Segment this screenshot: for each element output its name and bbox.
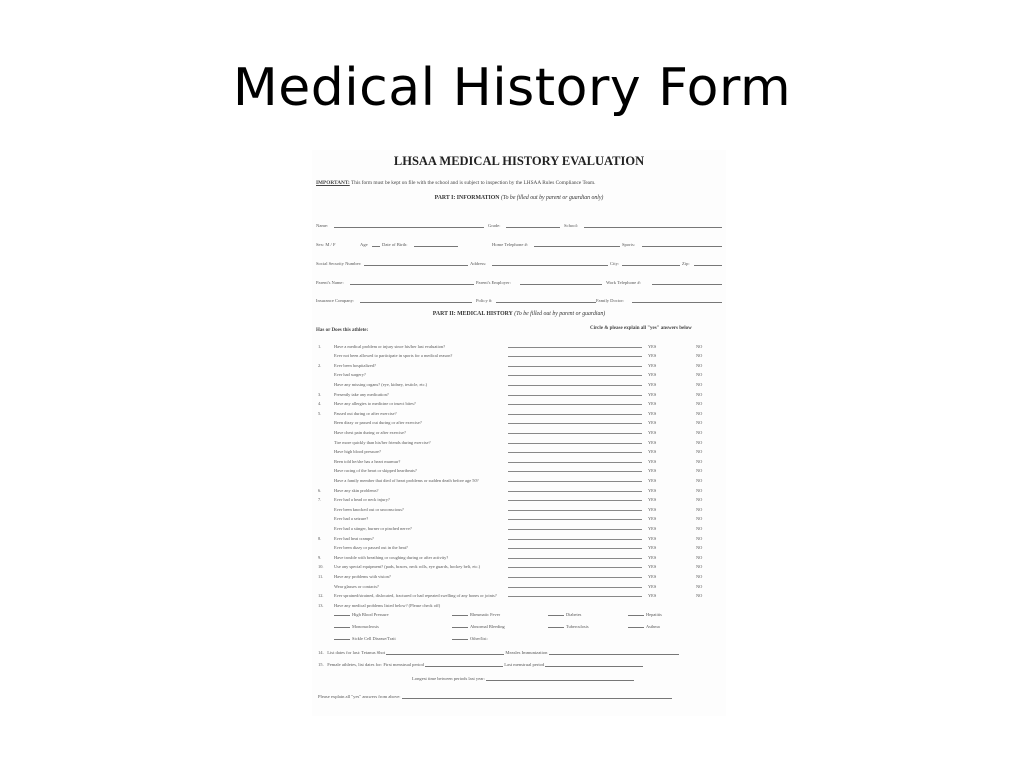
yes-option[interactable]: YES xyxy=(648,506,657,512)
part1-label: PART I: INFORMATION xyxy=(434,195,500,201)
question-row xyxy=(318,340,718,350)
question-text: Ever had a head or neck injury? xyxy=(334,497,390,503)
q14-num: 14. xyxy=(318,650,324,655)
yes-option[interactable]: YES xyxy=(648,381,657,387)
no-option[interactable]: NO xyxy=(696,573,703,579)
question-text: Ever sprained/strained, dislocated, fractured or had repeated swelling of any bones or joints? xyxy=(334,593,497,599)
condition-label: Diabetes xyxy=(566,612,582,617)
yes-option[interactable]: YES xyxy=(648,487,657,493)
question-row xyxy=(318,522,718,532)
condition-item[interactable] xyxy=(452,636,488,645)
question-row xyxy=(318,465,718,475)
question-row xyxy=(318,455,718,465)
yes-option[interactable]: YES xyxy=(648,468,657,474)
question-text: Wear glasses or contacts? xyxy=(334,583,379,589)
yes-option[interactable]: YES xyxy=(648,362,657,368)
question-text: Ever had a stinger, burner or pinched nerve? xyxy=(334,525,412,531)
yes-option[interactable]: YES xyxy=(648,477,657,483)
question-text: Ever had heat cramps? xyxy=(334,535,374,541)
question-row xyxy=(318,503,718,513)
insurance-label: Insurance Company: xyxy=(316,298,355,303)
yes-option[interactable]: YES xyxy=(648,401,657,407)
question-number: 4. xyxy=(318,401,322,407)
no-option[interactable]: NO xyxy=(696,516,703,522)
question-text: Ever been dizzy or passed out in the heat? xyxy=(334,545,408,551)
explain-label: Please explain all "yes" answers from above: xyxy=(318,694,401,699)
yes-option[interactable]: YES xyxy=(648,516,657,522)
question-row xyxy=(318,542,718,552)
no-option[interactable]: NO xyxy=(696,564,703,570)
yes-option[interactable]: YES xyxy=(648,439,657,445)
condition-label: Mononucleosis xyxy=(352,624,379,629)
question-text: Presently take any medication? xyxy=(334,391,389,397)
yes-option[interactable]: YES xyxy=(648,372,657,378)
question-row xyxy=(318,570,718,580)
yes-option[interactable]: YES xyxy=(648,449,657,455)
condition-item[interactable] xyxy=(334,624,379,633)
question-row xyxy=(318,359,718,369)
yes-option[interactable]: YES xyxy=(648,573,657,579)
sports-label: Sports: xyxy=(622,242,636,247)
circle-note: Circle & please explain all "yes" answers below xyxy=(590,326,692,331)
yes-option[interactable]: YES xyxy=(648,429,657,435)
no-option[interactable]: NO xyxy=(696,410,703,416)
question-row xyxy=(318,378,718,388)
family-doctor-label: Family Doctor: xyxy=(596,298,625,303)
no-option[interactable]: NO xyxy=(696,381,703,387)
no-option[interactable]: NO xyxy=(696,593,703,599)
address-label: Address: xyxy=(470,261,487,266)
question-13 xyxy=(318,599,718,609)
part2-heading xyxy=(312,311,726,317)
question-row xyxy=(318,513,718,523)
explain-row xyxy=(318,694,672,703)
condition-item[interactable] xyxy=(548,612,581,621)
question-text: Have any allergies to medicine or insect bites? xyxy=(334,401,416,407)
no-option[interactable]: NO xyxy=(696,353,703,359)
important-text: This form must be kept on file with the school and is subject to inspection by the LHSAA Rules Compliance Team. xyxy=(350,180,596,186)
no-option[interactable]: NO xyxy=(696,535,703,541)
question-text: Have high blood pressure? xyxy=(334,449,381,455)
school-label: School: xyxy=(564,223,579,228)
question-text: Tire more quickly than his/her friends during exercise? xyxy=(334,439,431,445)
question-row xyxy=(318,417,718,427)
no-option[interactable]: NO xyxy=(696,449,703,455)
question-text: Have any skin problems? xyxy=(334,487,379,493)
question-row xyxy=(318,398,718,408)
important-note xyxy=(316,180,722,186)
q15-num: 15. xyxy=(318,662,324,667)
question-row xyxy=(318,388,718,398)
question-number: 12. xyxy=(318,593,324,599)
question-text: Ever been hospitalized? xyxy=(334,362,376,368)
age-label: Age xyxy=(360,242,368,247)
info-row xyxy=(316,277,726,286)
part2-note: (To be filled out by parent or guardian) xyxy=(514,311,606,317)
condition-label: Sickle Cell Disease/Trait xyxy=(352,636,396,641)
home-phone-label: Home Telephone #: xyxy=(492,242,529,247)
name-label: Name: xyxy=(316,223,329,228)
condition-label: Hepatitis xyxy=(646,612,662,617)
yes-option[interactable]: YES xyxy=(648,458,657,464)
part2-label: PART II: MEDICAL HISTORY xyxy=(432,311,513,317)
question-number: 8. xyxy=(318,535,322,541)
question-row xyxy=(318,474,718,484)
yes-option[interactable]: YES xyxy=(648,583,657,589)
question-row xyxy=(318,436,718,446)
no-option[interactable]: NO xyxy=(696,372,703,378)
question-row xyxy=(318,580,718,590)
yes-option[interactable]: YES xyxy=(648,410,657,416)
no-option[interactable]: NO xyxy=(696,343,703,349)
question-text: Ever had surgery? xyxy=(334,372,366,378)
no-option[interactable]: NO xyxy=(696,583,703,589)
condition-item[interactable] xyxy=(452,624,505,633)
form-title: LHSAA MEDICAL HISTORY EVALUATION xyxy=(393,154,645,168)
yes-option[interactable]: YES xyxy=(648,343,657,349)
question-text: Use any special equipment? (pads, braces, neck rolls, eye guards, hockey belt, etc.) xyxy=(334,564,481,570)
condition-item[interactable] xyxy=(628,612,662,621)
parent-name-label: Parent's Name: xyxy=(316,280,344,285)
q13-text: Have any medical problems listed below? (Please check off) xyxy=(334,602,441,608)
condition-item[interactable] xyxy=(452,612,500,621)
question-row xyxy=(318,446,718,456)
question-text: Ever not been allowed to participate in sports for a medical reason? xyxy=(334,353,453,359)
question-row xyxy=(318,350,718,360)
question-text: Passed out during or after exercise? xyxy=(334,410,397,416)
question-text: Have any problems with vision? xyxy=(334,573,391,579)
condition-label: Asthma xyxy=(646,624,660,629)
question-text: Have chest pain during or after exercise? xyxy=(334,429,406,435)
no-option[interactable]: NO xyxy=(696,458,703,464)
info-row xyxy=(316,220,726,229)
city-label: City: xyxy=(610,261,620,266)
q15-last: Last menstrual period xyxy=(504,662,545,667)
no-option[interactable]: NO xyxy=(696,391,703,397)
no-option[interactable]: NO xyxy=(696,420,703,426)
yes-option[interactable]: YES xyxy=(648,353,657,359)
q14-measles: Measles Immunization xyxy=(505,650,548,655)
condition-item[interactable] xyxy=(628,624,660,633)
grade-label: Grade: xyxy=(488,223,501,228)
parent-employer-label: Parent's Employer: xyxy=(476,280,511,285)
question-text: Have a medical problem or injury since his/her last evaluation? xyxy=(334,343,446,349)
question-text: Have trouble with breathing or coughing during or after activity? xyxy=(334,554,449,560)
question-number: 9. xyxy=(318,554,322,560)
dob-label: Date of Birth: xyxy=(382,242,408,247)
question-number: 1. xyxy=(318,343,322,349)
yes-option[interactable]: YES xyxy=(648,564,657,570)
part1-note: (To be filled out by parent or guardian only) xyxy=(500,195,604,201)
condition-label: Tuberculosis xyxy=(566,624,589,629)
has-athlete-label: Has or Does this athlete: xyxy=(316,328,369,333)
question-text: Ever had a seizure? xyxy=(334,516,369,522)
info-row xyxy=(316,295,726,304)
question-text: Been told he/she has a heart murmur? xyxy=(334,458,401,464)
yes-option[interactable]: YES xyxy=(648,525,657,531)
question-row xyxy=(318,407,718,417)
no-option[interactable]: NO xyxy=(696,545,703,551)
question-row xyxy=(318,561,718,571)
ssn-label: Social Security Number: xyxy=(316,261,362,266)
condition-label: Rheumatic Fever xyxy=(470,612,501,617)
zip-label: Zip: xyxy=(682,261,690,266)
important-label: IMPORTANT: xyxy=(316,180,350,186)
question-row xyxy=(318,426,718,436)
yes-option[interactable]: YES xyxy=(648,545,657,551)
question-number: 3. xyxy=(318,391,322,397)
q14-label: List dates for last: Tetanus Shot xyxy=(327,650,386,655)
condition-label: High Blood Pressure xyxy=(352,612,389,617)
yes-option[interactable]: YES xyxy=(648,420,657,426)
yes-option[interactable]: YES xyxy=(648,497,657,503)
q15-label: Female athletes, list dates for: First menstrual period xyxy=(327,662,424,667)
question-row xyxy=(318,590,718,600)
no-option[interactable]: NO xyxy=(696,497,703,503)
q13-num: 13. xyxy=(318,602,324,608)
info-row xyxy=(316,258,726,267)
question-text: Ever been knocked out or unconscious? xyxy=(334,506,404,512)
question-number: 6. xyxy=(318,487,322,493)
longest-row xyxy=(412,676,634,685)
question-text: Have any missing organs? (eye, kidney, testicle, etc.) xyxy=(334,381,428,387)
no-option[interactable]: NO xyxy=(696,362,703,368)
question-number: 11. xyxy=(318,573,324,579)
question-text: Have a family member that died of heart problems or sudden death before age 50? xyxy=(334,477,479,483)
no-option[interactable]: NO xyxy=(696,401,703,407)
condition-label: Abnormal Bleeding xyxy=(470,624,505,629)
question-number: 7. xyxy=(318,497,322,503)
yes-option[interactable]: YES xyxy=(648,391,657,397)
question-row xyxy=(318,532,718,542)
question-number: 10. xyxy=(318,564,324,570)
question-text: Been dizzy or passed out during or after exercise? xyxy=(334,420,422,426)
sex-label: Sex: M / F xyxy=(316,242,336,247)
yes-option[interactable]: YES xyxy=(648,593,657,599)
form-image xyxy=(312,150,726,716)
condition-item[interactable] xyxy=(334,636,396,645)
yes-option[interactable]: YES xyxy=(648,554,657,560)
part1-heading xyxy=(312,195,726,201)
no-option[interactable]: NO xyxy=(696,477,703,483)
question-row xyxy=(318,484,718,494)
yes-option[interactable]: YES xyxy=(648,535,657,541)
no-option[interactable]: NO xyxy=(696,487,703,493)
question-number: 2. xyxy=(318,362,322,368)
work-phone-label: Work Telephone #: xyxy=(606,280,641,285)
no-option[interactable]: NO xyxy=(696,525,703,531)
condition-item[interactable] xyxy=(334,612,389,621)
no-option[interactable]: NO xyxy=(696,554,703,560)
no-option[interactable]: NO xyxy=(696,468,703,474)
question-row xyxy=(318,551,718,561)
longest-label: Longest time between periods last year: xyxy=(412,676,486,681)
question-row xyxy=(318,369,718,379)
condition-label: Other/list: xyxy=(470,636,488,641)
no-option[interactable]: NO xyxy=(696,506,703,512)
condition-item[interactable] xyxy=(548,624,589,633)
question-15 xyxy=(318,662,643,671)
question-14 xyxy=(318,650,679,659)
slide-title: Medical History Form xyxy=(232,58,792,118)
policy-label: Policy #: xyxy=(476,298,493,303)
question-number: 5. xyxy=(318,410,322,416)
no-option[interactable]: NO xyxy=(696,429,703,435)
info-row xyxy=(316,239,726,248)
no-option[interactable]: NO xyxy=(696,439,703,445)
question-row xyxy=(318,494,718,504)
question-text: Have racing of the heart or skipped heartbeats? xyxy=(334,468,417,474)
